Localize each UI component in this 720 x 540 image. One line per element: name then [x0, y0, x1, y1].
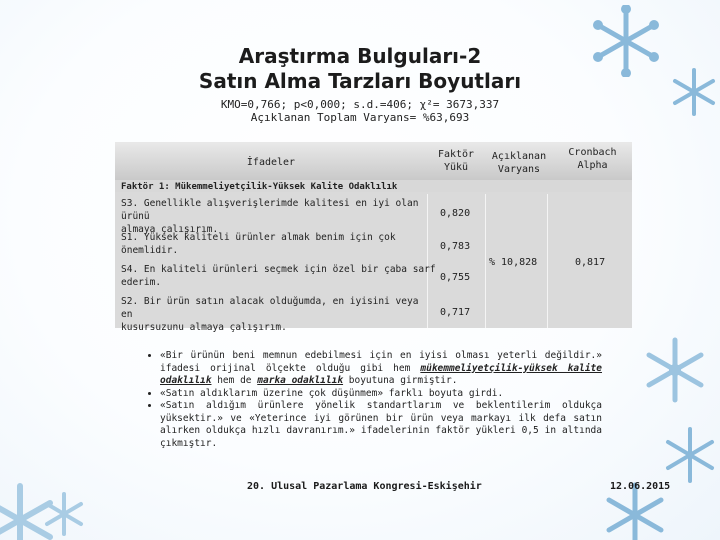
cronbach-alpha: 0,817 [575, 257, 606, 268]
header-cronbach-alpha: Cronbach Alpha [568, 147, 617, 171]
snowflake-icon [668, 66, 720, 118]
item-s3-text: S3. Genellikle alışverişlerimde kalitesi en iyi olan ürünü almaya çalışırım. [121, 198, 419, 235]
footer-date: 12.06.2015 [610, 481, 671, 492]
column-separator [427, 194, 428, 328]
item-s2-text: S2. Bir ürün satın alacak olduğumda, en iyisini veya en kusursuzunu almaya çalışırım. [121, 296, 419, 333]
factor-table [115, 142, 632, 333]
slide-title: Araştırma Bulguları-2 [238, 44, 482, 68]
slide-subtitle: Satın Alma Tarzları Boyutları [198, 69, 522, 93]
snowflake-icon [40, 490, 88, 538]
kmo-stats: KMO=0,766; p<0,000; s.d.=406; χ²= 3673,337 [220, 98, 500, 111]
snowflake-icon [640, 335, 710, 405]
item-s4-text: S4. En kaliteli ürünleri seçmek için özel bir çaba sarf ederim. [121, 264, 436, 288]
column-separator [547, 194, 548, 328]
header-ifadeler: İfadeler [246, 157, 296, 168]
item-s1-text: S1. Yüksek kaliteli ürünler almak benim için çok önemlidir. [121, 232, 396, 256]
notes-list [140, 350, 602, 450]
list-item: • «Satın aldığım ürünlere yönelik standartlarım ve beklentilerim oldukça yüksektir.» ve «Yeterince iyi görünen bir ürün veya markayı ilk defa satın alırken oldukça hızlı davranırım.» ifadelerinin faktör yükleri 0,5 in altında çıkmıştır. [160, 400, 602, 450]
column-separator [485, 194, 486, 328]
item-s3-loading: 0,820 [440, 208, 471, 219]
item-s1-loading: 0,783 [440, 241, 471, 252]
list-item: • «Satın aldıklarım üzerine çok düşünmem» farklı boyuta girdi. [160, 388, 602, 401]
footer-conference: 20. Ulusal Pazarlama Kongresi-Eskişehir [247, 481, 482, 492]
item-s2-loading: 0,717 [440, 307, 471, 318]
snowflake-icon [590, 5, 662, 77]
item-s4-loading: 0,755 [440, 272, 471, 283]
factor-title: Faktör 1: Mükemmeliyetçilik-Yüksek Kalite Odaklılık [121, 182, 398, 192]
total-variance: Açıklanan Toplam Varyans= %63,693 [250, 111, 470, 124]
header-faktor-yuku: Faktör Yükü [437, 149, 475, 173]
snowflake-icon [660, 425, 720, 485]
explained-variance: % 10,828 [489, 257, 538, 268]
header-aciklanan-varyans: Açıklanan Varyans [491, 151, 547, 175]
list-item: • «Bir ürünün beni memnun edebilmesi için en iyisi olması yeterli değildir.» ifadesi orijinal ölçekte olduğu gibi hem mükemmeliyetçilik-yüksek kalite odaklılık hem de marka odaklılık boyutuna girmiştir. [160, 350, 602, 388]
